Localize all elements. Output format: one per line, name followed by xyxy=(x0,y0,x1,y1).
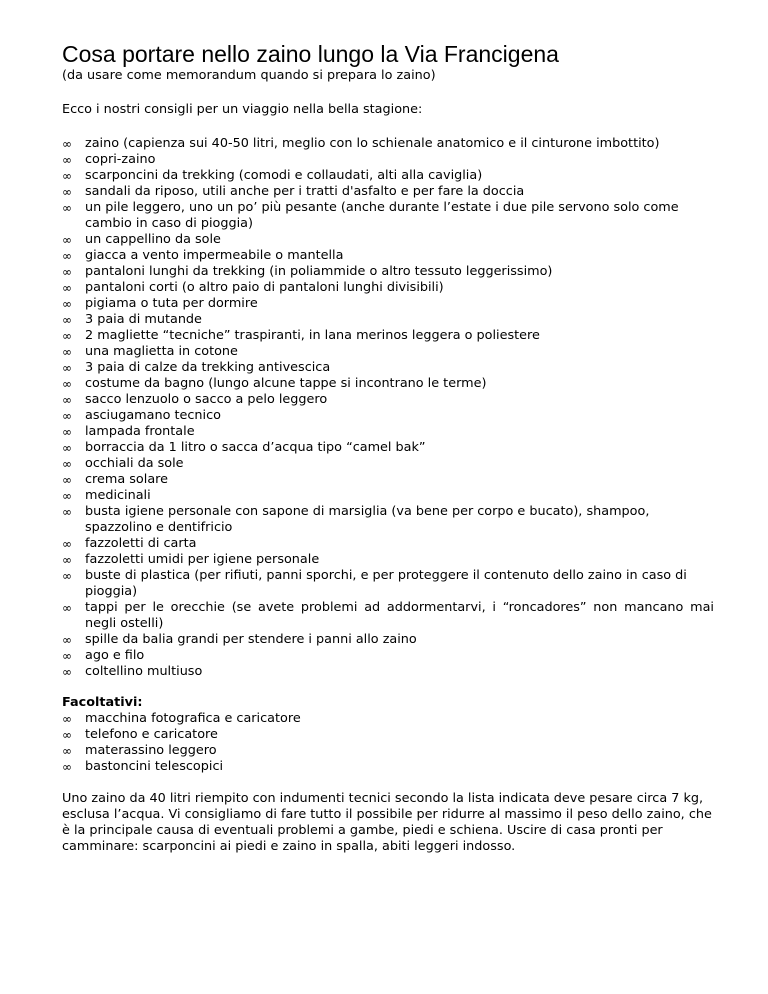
infinity-bullet-icon: ∞ xyxy=(62,409,72,423)
optional-list xyxy=(62,711,714,775)
infinity-bullet-icon: ∞ xyxy=(62,281,72,295)
list-item-text: spille da balia grandi per stendere i panni allo zaino xyxy=(85,632,417,647)
list-item-text: occhiali da sole xyxy=(85,456,184,471)
infinity-bullet-icon: ∞ xyxy=(62,393,72,407)
list-item-text: telefono e caricatore xyxy=(85,727,218,742)
list-item xyxy=(62,408,714,424)
infinity-bullet-icon: ∞ xyxy=(62,665,72,679)
list-item-text: sacco lenzuolo o sacco a pelo leggero xyxy=(85,392,328,407)
infinity-bullet-icon: ∞ xyxy=(62,601,72,615)
document-page xyxy=(62,40,714,855)
list-item-text: 3 paia di calze da trekking antivescica xyxy=(85,360,331,375)
list-item xyxy=(62,280,714,296)
list-item xyxy=(62,328,714,344)
list-item-text: costume da bagno (lungo alcune tappe si incontrano le terme) xyxy=(85,376,487,391)
infinity-bullet-icon: ∞ xyxy=(62,457,72,471)
list-item xyxy=(62,743,714,759)
infinity-bullet-icon: ∞ xyxy=(62,744,72,758)
packing-list xyxy=(62,136,714,680)
list-item xyxy=(62,648,714,664)
list-item-text: tappi per le orecchie (se avete problemi ad addormentarvi, i “roncadores” non mancano mai negli ostelli) xyxy=(85,600,714,631)
list-item xyxy=(62,727,714,743)
infinity-bullet-icon: ∞ xyxy=(62,153,72,167)
list-item-text: una maglietta in cotone xyxy=(85,344,238,359)
infinity-bullet-icon: ∞ xyxy=(62,313,72,327)
list-item xyxy=(62,440,714,456)
optional-section xyxy=(62,695,714,775)
list-item-text: borraccia da 1 litro o sacca d’acqua tipo “camel bak” xyxy=(85,440,426,455)
infinity-bullet-icon: ∞ xyxy=(62,425,72,439)
infinity-bullet-icon: ∞ xyxy=(62,201,72,215)
intro-paragraph: Ecco i nostri consigli per un viaggio nella bella stagione: xyxy=(62,102,423,117)
infinity-bullet-icon: ∞ xyxy=(62,537,72,551)
list-item-text: pigiama o tuta per dormire xyxy=(85,296,258,311)
list-item xyxy=(62,200,714,232)
list-item xyxy=(62,264,714,280)
list-item-text: copri-zaino xyxy=(85,152,156,167)
list-item xyxy=(62,632,714,648)
list-item-text: un pile leggero, uno un po’ più pesante (anche durante l’estate i due pile servono solo come cambio in caso di pioggia) xyxy=(85,200,679,231)
infinity-bullet-icon: ∞ xyxy=(62,297,72,311)
optional-heading: Facoltativi: xyxy=(62,695,143,710)
list-item-text: un cappellino da sole xyxy=(85,232,221,247)
list-item-text: scarponcini da trekking (comodi e collaudati, alti alla caviglia) xyxy=(85,168,483,183)
list-item xyxy=(62,488,714,504)
list-item-text: fazzoletti umidi per igiene personale xyxy=(85,552,320,567)
infinity-bullet-icon: ∞ xyxy=(62,633,72,647)
list-item xyxy=(62,711,714,727)
list-item-text: buste di plastica (per rifiuti, panni sporchi, e per proteggere il contenuto dello zaino in caso di pioggia) xyxy=(85,568,687,599)
list-item xyxy=(62,248,714,264)
list-item xyxy=(62,536,714,552)
list-item-text: giacca a vento impermeabile o mantella xyxy=(85,248,344,263)
list-item-text: asciugamano tecnico xyxy=(85,408,221,423)
list-item-text: 2 magliette “tecniche” traspiranti, in lana merinos leggera o poliestere xyxy=(85,328,540,343)
list-item xyxy=(62,600,714,632)
list-item xyxy=(62,184,714,200)
infinity-bullet-icon: ∞ xyxy=(62,489,72,503)
infinity-bullet-icon: ∞ xyxy=(62,249,72,263)
list-item xyxy=(62,664,714,680)
list-item-text: pantaloni corti (o altro paio di pantaloni lunghi divisibili) xyxy=(85,280,444,295)
list-item xyxy=(62,168,714,184)
infinity-bullet-icon: ∞ xyxy=(62,345,72,359)
infinity-bullet-icon: ∞ xyxy=(62,329,72,343)
list-item-text: medicinali xyxy=(85,488,151,503)
infinity-bullet-icon: ∞ xyxy=(62,553,72,567)
list-item-text: fazzoletti di carta xyxy=(85,536,197,551)
list-item-text: lampada frontale xyxy=(85,424,195,439)
infinity-bullet-icon: ∞ xyxy=(62,473,72,487)
list-item-text: 3 paia di mutande xyxy=(85,312,202,327)
infinity-bullet-icon: ∞ xyxy=(62,760,72,774)
infinity-bullet-icon: ∞ xyxy=(62,441,72,455)
list-item xyxy=(62,392,714,408)
list-item xyxy=(62,568,714,600)
list-item xyxy=(62,552,714,568)
list-item-text: crema solare xyxy=(85,472,169,487)
infinity-bullet-icon: ∞ xyxy=(62,505,72,519)
document-title: Cosa portare nello zaino lungo la Via Francigena xyxy=(62,41,559,67)
list-item xyxy=(62,472,714,488)
infinity-bullet-icon: ∞ xyxy=(62,169,72,183)
list-item xyxy=(62,376,714,392)
list-item-text: sandali da riposo, utili anche per i tratti d'asfalto e per fare la doccia xyxy=(85,184,525,199)
list-item xyxy=(62,504,714,536)
list-item xyxy=(62,296,714,312)
list-item xyxy=(62,312,714,328)
list-item xyxy=(62,344,714,360)
list-item xyxy=(62,759,714,775)
list-item-text: ago e filo xyxy=(85,648,145,663)
document-subtitle: (da usare come memorandum quando si prepara lo zaino) xyxy=(62,68,436,83)
list-item-text: macchina fotografica e caricatore xyxy=(85,711,301,726)
list-item xyxy=(62,152,714,168)
infinity-bullet-icon: ∞ xyxy=(62,361,72,375)
infinity-bullet-icon: ∞ xyxy=(62,233,72,247)
infinity-bullet-icon: ∞ xyxy=(62,728,72,742)
infinity-bullet-icon: ∞ xyxy=(62,649,72,663)
infinity-bullet-icon: ∞ xyxy=(62,185,72,199)
infinity-bullet-icon: ∞ xyxy=(62,265,72,279)
list-item xyxy=(62,456,714,472)
list-item-text: pantaloni lunghi da trekking (in poliammide o altro tessuto leggerissimo) xyxy=(85,264,553,279)
closing-paragraph: Uno zaino da 40 litri riempito con indumenti tecnici secondo la lista indicata deve pesare circa 7 kg, esclusa l’acqua. Vi consigliamo di fare tutto il possibile per ridurre al massimo il peso dello zaino, che è la principale causa di eventuali problemi a gambe, piedi e schiena. Uscire di casa pronti per camminare: scarponcini ai piedi e zaino in spalla, abiti leggeri indosso. xyxy=(62,791,712,854)
list-item-text: bastoncini telescopici xyxy=(85,759,224,774)
infinity-bullet-icon: ∞ xyxy=(62,137,72,151)
infinity-bullet-icon: ∞ xyxy=(62,377,72,391)
list-item-text: materassino leggero xyxy=(85,743,217,758)
infinity-bullet-icon: ∞ xyxy=(62,712,72,726)
list-item-text: busta igiene personale con sapone di marsiglia (va bene per corpo e bucato), shampoo, spazzolino e dentifricio xyxy=(85,504,650,535)
list-item xyxy=(62,136,714,152)
list-item xyxy=(62,232,714,248)
list-item-text: zaino (capienza sui 40-50 litri, meglio con lo schienale anatomico e il cinturone imbottito) xyxy=(85,136,660,151)
list-item xyxy=(62,424,714,440)
list-item-text: coltellino multiuso xyxy=(85,664,203,679)
list-item xyxy=(62,360,714,376)
infinity-bullet-icon: ∞ xyxy=(62,569,72,583)
